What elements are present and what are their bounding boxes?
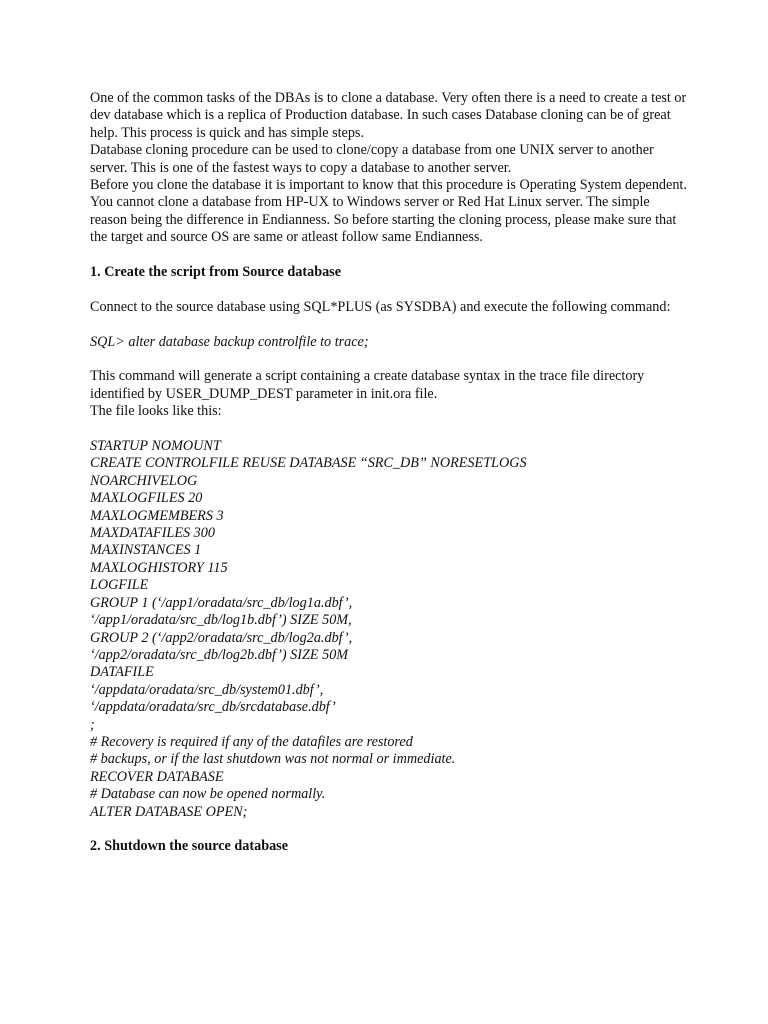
- script-line: ‘/appdata/oradata/src_db/system01.dbf’,: [90, 681, 324, 698]
- document-body: [90, 90, 690, 856]
- script-line: GROUP 1 (‘/app1/oradata/src_db/log1a.dbf’,: [90, 594, 353, 611]
- script-line: ;: [90, 716, 95, 733]
- script-line: ‘/app1/oradata/src_db/log1b.dbf’) SIZE 50M,: [90, 612, 352, 629]
- script-line: MAXDATAFILES 300: [90, 525, 215, 542]
- spacer: [90, 351, 690, 368]
- intro-paragraph-1: One of the common tasks of the DBAs is to clone a database. Very often there is a need to create a test or dev database which is a replica of Production database. In such cases Database cloning can be of great help. This process is quick and has simple steps.: [90, 90, 687, 141]
- script-line: GROUP 2 (‘/app2/oradata/src_db/log2a.dbf’,: [90, 629, 353, 646]
- script-line: ‘/app2/oradata/src_db/log2b.dbf’) SIZE 50M: [90, 646, 349, 663]
- controlfile-script: [90, 438, 690, 821]
- script-line: CREATE CONTROLFILE REUSE DATABASE “SRC_DB” NORESETLOGS: [90, 455, 527, 472]
- script-line: NOARCHIVELOG: [90, 472, 198, 489]
- script-line: STARTUP NOMOUNT: [90, 438, 221, 455]
- section-1-heading: 1. Create the script from Source database: [90, 264, 341, 281]
- spacer: [90, 281, 690, 298]
- script-line: MAXINSTANCES 1: [90, 542, 202, 559]
- script-line: ‘/appdata/oradata/src_db/srcdatabase.dbf’: [90, 699, 336, 716]
- script-line: # Recovery is required if any of the datafiles are restored: [90, 733, 413, 750]
- generate-paragraph: This command will generate a script containing a create database syntax in the trace file directory identified by USER_DUMP_DEST parameter in init.ora file.: [90, 368, 645, 402]
- script-line: MAXLOGMEMBERS 3: [90, 507, 224, 524]
- spacer: [90, 247, 690, 264]
- script-line: RECOVER DATABASE: [90, 768, 224, 785]
- file-looks-paragraph: The file looks like this:: [90, 403, 222, 420]
- script-line: # Database can now be opened normally.: [90, 786, 326, 803]
- script-line: DATAFILE: [90, 664, 154, 681]
- spacer: [90, 821, 690, 838]
- spacer: [90, 421, 690, 438]
- script-line: MAXLOGHISTORY 115: [90, 559, 228, 576]
- script-line: LOGFILE: [90, 577, 149, 594]
- sql-command: SQL> alter database backup controlfile to trace;: [90, 333, 369, 350]
- spacer: [90, 316, 690, 333]
- connect-paragraph: Connect to the source database using SQL*PLUS (as SYSDBA) and execute the following command:: [90, 298, 671, 315]
- intro-paragraph-3: Before you clone the database it is important to know that this procedure is Operating System dependent. You cannot clone a database from HP-UX to Windows server or Red Hat Linux server. The simple reason being the difference in Endianness. So before starting the cloning process, please make sure that the target and source OS are same or atleast follow same Endianness.: [90, 177, 687, 246]
- script-line: ALTER DATABASE OPEN;: [90, 803, 248, 820]
- script-line: MAXLOGFILES 20: [90, 490, 203, 507]
- intro-paragraph-2: Database cloning procedure can be used to clone/copy a database from one UNIX server to another server. This is one of the fastest ways to copy a database to another server.: [90, 142, 654, 176]
- section-2-heading: 2. Shutdown the source database: [90, 838, 289, 855]
- script-line: # backups, or if the last shutdown was not normal or immediate.: [90, 751, 456, 768]
